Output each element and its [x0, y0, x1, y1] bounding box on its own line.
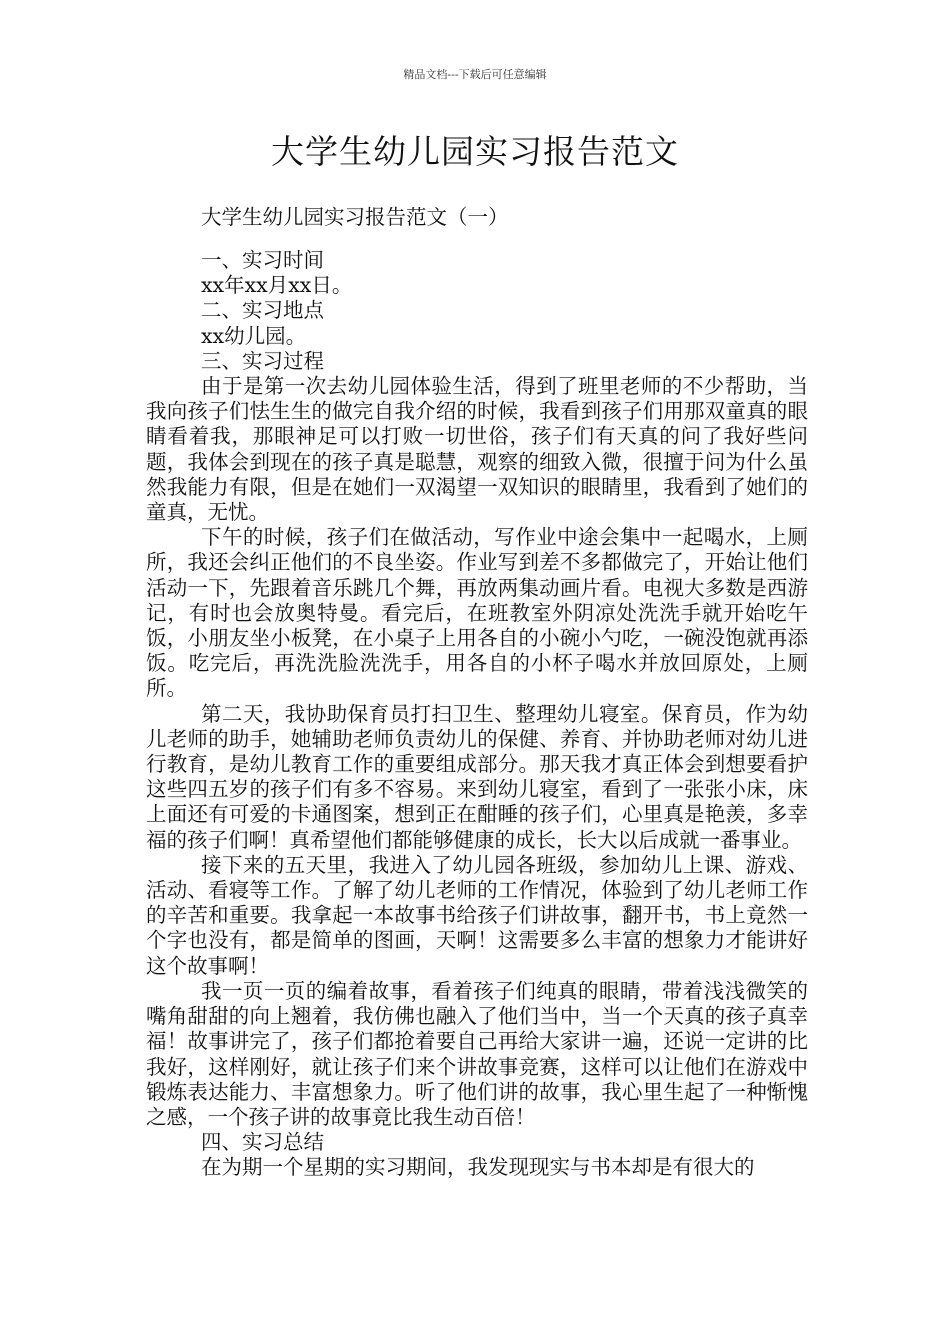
paragraph: 下午的时候，孩子们在做活动，写作业中途会集中一起喝水，上厕所，我还会纠正他们的不良坐姿。作业写到差不多都做完了，开始让他们活动一下，先跟着音乐跳几个舞，再放两集动画片看。电视大多数是西游记，有时也会放奥特曼。看完后，在班教室外阴凉处洗洗手就开始吃午饭，小朋友坐小板凳，在小桌子上用各自的小碗小勺吃，一碗没饱就再添饭。吃完后，再洗洗脸洗洗手，用各自的小杯子喝水并放回原处，上厕所。: [146, 525, 808, 701]
section-heading: 四、实习总结: [201, 1130, 324, 1155]
section-text: xx幼儿园。: [201, 323, 307, 348]
paragraph: 接下来的五天里，我进入了幼儿园各班级，参加幼儿上课、游戏、活动、看寝等工作。了解了幼儿老师的工作情况，体验到了幼儿老师工作的辛苦和重要。我拿起一本故事书给孩子们讲故事，翻开书，书上竟然一个字也没有，都是简单的图画，天啊！这需要多么丰富的想象力才能讲好这个故事啊！: [146, 852, 808, 978]
paragraph: 在为期一个星期的实习期间，我发现现实与书本却是有很大的: [201, 1155, 755, 1180]
document-body: [146, 248, 808, 1181]
section-heading: 三、实习过程: [201, 348, 324, 373]
section-heading: 二、实习地点: [201, 298, 324, 323]
document-title: 大学生幼儿园实习报告范文: [271, 132, 679, 171]
paragraph: 由于是第一次去幼儿园体验生活，得到了班里老师的不少帮助，当我向孩子们怯生生的做完自我介绍的时候，我看到孩子们用那双童真的眼睛看着我，那眼神足可以打败一切世俗，孩子们有天真的问了我好些问题，我体会到现在的孩子真是聪慧，观察的细致入微，很擅于问为什么虽然我能力有限，但是在她们一双渴望一双知识的眼睛里，我看到了她们的童真，无忧。: [146, 374, 808, 525]
section-heading: 一、实习时间: [201, 248, 324, 272]
page-header-note: 精品文档---下载后可任意编辑: [403, 68, 547, 81]
section-text: xx年xx月xx日。: [201, 273, 353, 298]
paragraph: 我一页一页的编着故事，看着孩子们纯真的眼睛，带着浅浅微笑的嘴角甜甜的向上翘着，我仿佛也融入了他们当中，当一个天真的孩子真幸福！故事讲完了，孩子们都抢着要自己再给大家讲一遍，还说一定讲的比我好，这样刚好，就让孩子们来个讲故事竞赛，这样可以让他们在游戏中锻炼表达能力、丰富想象力。听了他们讲的故事，我心里生起了一种惭愧之感，一个孩子讲的故事竟比我生动百倍！: [146, 978, 808, 1129]
paragraph: 第二天，我协助保育员打扫卫生、整理幼儿寝室。保育员，作为幼儿老师的助手，她辅助老师负责幼儿的保健、养育、并协助老师对幼儿进行教育，是幼儿教育工作的重要组成部分。那天我才真正体会到想要看护这些四五岁的孩子们有多不容易。来到幼儿寝室，看到了一张张小床，床上面还有可爱的卡通图案，想到正在酣睡的孩子们，心里真是艳羡，多幸福的孩子们啊！真希望他们都能够健康的成长，长大以后成就一番事业。: [146, 701, 808, 852]
document-subtitle: 大学生幼儿园实习报告范文（一）: [201, 205, 509, 229]
